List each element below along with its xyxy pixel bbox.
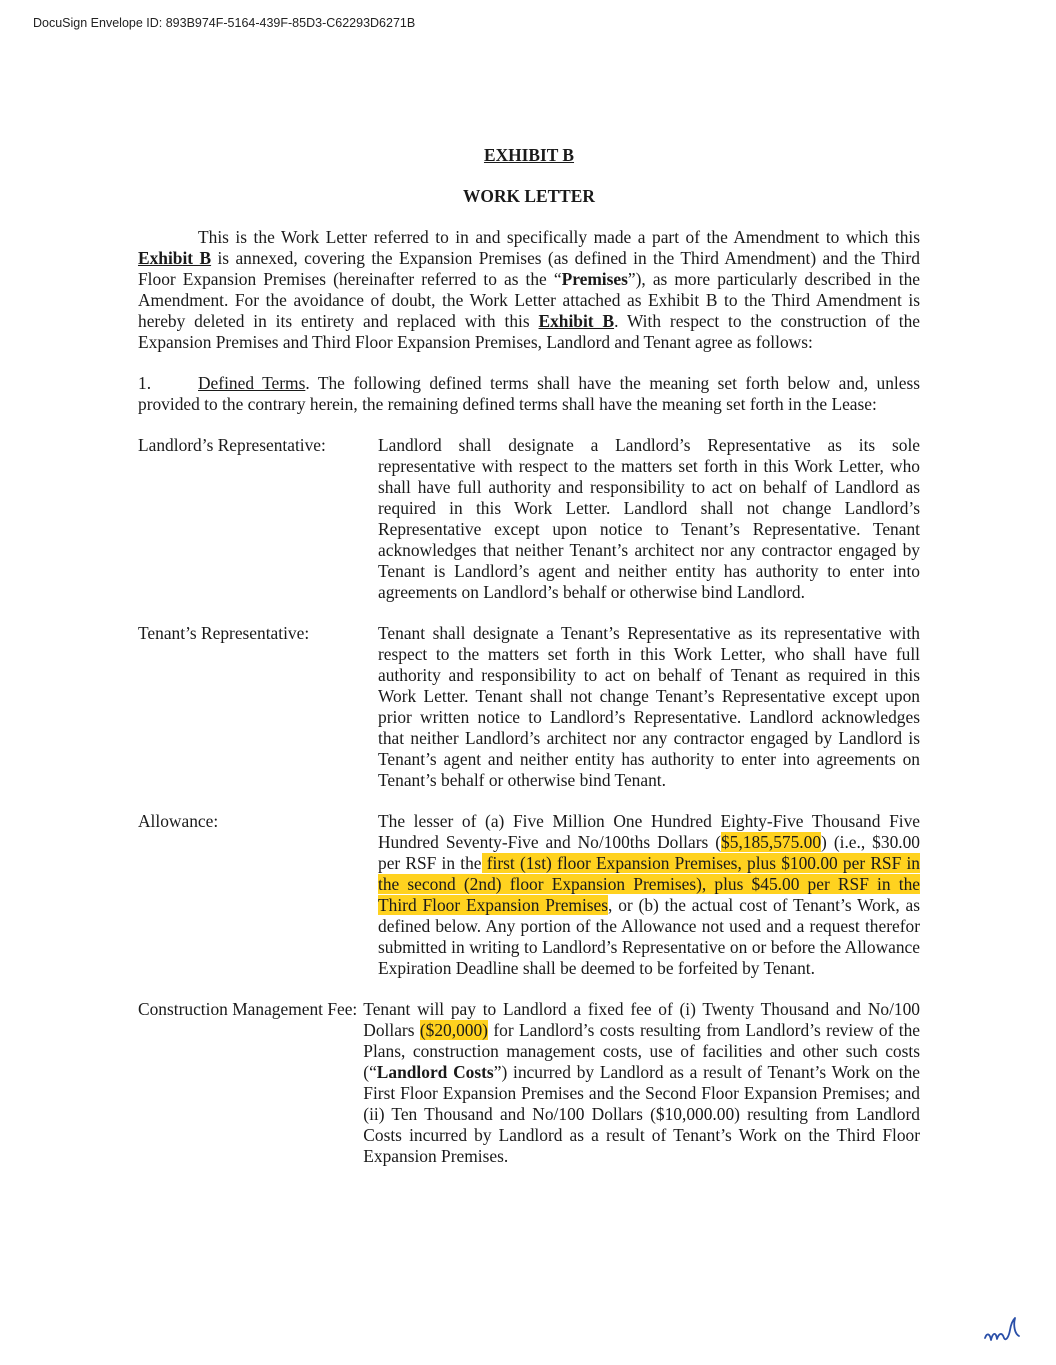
document-page bbox=[138, 145, 920, 1167]
intro-text-4: . With respect to the construction of the Expansion Premises and Third Floor Expansion Premises, Landlord and Tenant agree as follows: bbox=[138, 311, 920, 352]
section-heading: Defined Terms bbox=[198, 373, 306, 393]
term-allowance bbox=[138, 811, 920, 979]
intro-paragraph bbox=[138, 227, 920, 353]
docusign-envelope-id: DocuSign Envelope ID: 893B974F-5164-439F-85D3-C62293D6271B bbox=[33, 16, 416, 30]
allowance-text-1: The lesser of (a) Five Million One Hundred Eighty-Five Thousand Five Hundred Seventy-Five and No/100ths Dollars ( bbox=[378, 811, 920, 852]
intro-text-1: This is the Work Letter referred to in and specifically made a part of the Amendment to which this bbox=[198, 227, 920, 247]
exhibit-title: EXHIBIT B bbox=[483, 145, 575, 165]
intro-text-2: is annexed, covering the Expansion Premises (as defined in the Third Amendment) and the Third Floor Expansion Premises (hereinafter referred to as the “ bbox=[138, 248, 920, 289]
landlord-costs-term: Landlord Costs bbox=[376, 1062, 494, 1082]
term-label: Construction Management Fee: bbox=[138, 999, 358, 1019]
exhibit-reference: Exhibit B bbox=[538, 311, 615, 331]
intro-text-3: ”), as more particularly described in the Amendment. For the avoidance of doubt, the Work Letter attached as Exhibit B to the Third Amendment is hereby deleted in its entirety and replaced with this bbox=[138, 269, 920, 331]
cmf-text-2: for Landlord’s costs resulting from Landlord’s review of the Plans, construction management costs, use of facilities and other such costs (“ bbox=[363, 1020, 920, 1082]
allowance-rates-highlight: first (1st) floor Expansion Premises, plus $100.00 per RSF in the second (2nd) floor Expansion Premises), plus $45.00 per RSF in the Third Floor Expansion Premises bbox=[378, 853, 920, 915]
term-label: Tenant’s Representative: bbox=[138, 623, 310, 643]
term-definition bbox=[378, 811, 920, 979]
term-definition: Landlord shall designate a Landlord’s Representative as its sole representative with respect to the matters set forth in this Work Letter, who shall have full authority and responsibility to act on behalf of Landlord as required in this Work Letter. Landlord shall not change Landlord’s Representative except upon notice to Tenant’s Representative. Tenant acknowledges that neither Tenant’s architect nor any contractor engaged by Tenant is Landlord’s agent and neither entity has authority to enter into agreements on Landlord’s behalf or otherwise bind Landlord. bbox=[378, 435, 920, 602]
term-tenant-representative bbox=[138, 623, 920, 791]
cmf-text-1: Tenant will pay to Landlord a fixed fee of (i) Twenty Thousand and No/100 Dollars bbox=[363, 999, 920, 1040]
allowance-text-2: ) (i.e., $30.00 per RSF in the bbox=[378, 832, 921, 873]
section-text: . The following defined terms shall have the meaning set forth below and, unless provided to the contrary herein, the remaining defined terms shall have the meaning set forth in the Lease: bbox=[138, 373, 920, 414]
section-number: 1. bbox=[138, 373, 152, 393]
allowance-text-3: , or (b) the actual cost of Tenant’s Work, as defined below. Any portion of the Allowance not used and a request therefor submitted in writing to Landlord’s Representative on or before the Allowance Expiration Deadline shall be deemed to be forfeited by Tenant. bbox=[378, 895, 921, 978]
section-defined-terms bbox=[138, 373, 920, 415]
term-label: Landlord’s Representative: bbox=[138, 435, 326, 455]
term-landlord-representative bbox=[138, 435, 920, 603]
term-definition bbox=[363, 999, 920, 1167]
cmf-amount-highlight: ($20,000) bbox=[419, 1020, 488, 1040]
term-label: Allowance: bbox=[138, 811, 219, 831]
premises-term: Premises bbox=[561, 269, 628, 289]
allowance-amount-highlight: $5,185,575.00 bbox=[721, 832, 822, 852]
handwritten-initials bbox=[982, 1312, 1022, 1348]
work-letter-title: WORK LETTER bbox=[463, 186, 595, 206]
term-definition: Tenant shall designate a Tenant’s Representative as its representative with respect to the matters set forth in this Work Letter, who shall have full authority and responsibility to act on behalf of Tenant as required in this Work Letter. Tenant shall not change Tenant’s Representative except upon prior written notice to Landlord’s Representative. Landlord acknowledges that neither Landlord’s architect nor any contractor engaged by Landlord is Tenant’s agent and neither entity has authority to enter into agreements on Tenant’s behalf or otherwise bind Tenant. bbox=[378, 623, 920, 790]
term-construction-management-fee bbox=[138, 999, 920, 1167]
cmf-text-3: ”) incurred by Landlord as a result of Tenant’s Work on the First Floor Expansion Premises and the Second Floor Expansion Premises; and (ii) Ten Thousand and No/100 Dollars ($10,000.00) resulting from Landlord Costs incurred by Landlord as a result of Tenant’s Work on the Third Floor Expansion Premises. bbox=[363, 1062, 920, 1166]
exhibit-reference: Exhibit B bbox=[138, 248, 212, 268]
